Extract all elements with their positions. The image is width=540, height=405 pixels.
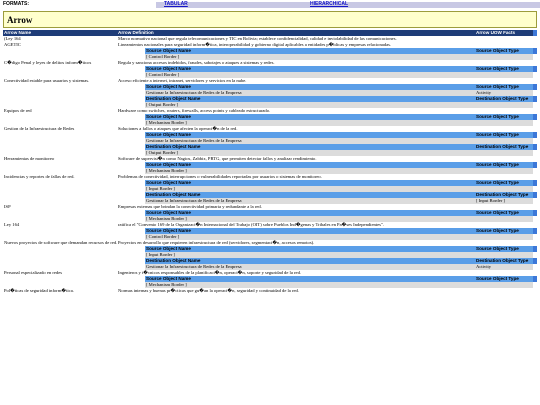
sub-header-name: Source Object Name (145, 132, 475, 138)
arrow-name: Nuevos proyectos de software que demandan recursos de red. (4, 240, 117, 245)
arrow-name: C�digo Penal y leyes de delitos inform�ticos (3, 60, 117, 66)
sub-header-type: Source Object Type (475, 114, 533, 120)
object-name: [ Output Border ] (145, 150, 475, 156)
arrow-name: (Ley 164 (3, 36, 117, 42)
arrow-name: Incidencias y reportes de fallas de red. (3, 174, 117, 180)
sub-header-type: Destination Object Type (475, 96, 533, 102)
sub-header-name: Source Object Name (145, 114, 475, 120)
object-type: Activity (475, 264, 533, 270)
object-name: [ Mechanism Border ] (145, 216, 475, 222)
arrow-uow (475, 288, 533, 294)
arrow-definition: Marco normativo nacional que regula telecomunicaciones y TIC en Bolivia; establece confidencialidad, calidad e inviolabilidad de las comunicaciones. (118, 36, 397, 41)
object-type: Activity (475, 90, 533, 96)
arrow-table (3, 30, 537, 294)
arrow-definition: Regula y sanciona accesos indebidos, fraudes, sabotajes o ataques a sistemas y redes. (118, 60, 275, 65)
object-name: [ Input Border ] (145, 252, 475, 258)
sub-header-type: Destination Object Type (475, 192, 533, 198)
arrow-name: Conectividad estable para usuarios y sistemas. (3, 78, 117, 84)
arrow-definition: Problemas de conectividad, interrupciones o vulnerabilidades reportadas por usuarios o sistemas de monitoreo. (118, 174, 322, 179)
sub-header-type: Source Object Type (475, 246, 533, 252)
arrow-definition: Acceso eficiente a internet, intranet, servidores y servicios en la nube. (118, 78, 247, 83)
arrow-name: Equipos de red (3, 108, 117, 114)
arrow-definition: Lineamientos nacionales para seguridad inform�tica, interoperabilidad y gobierno digital aplicables a entidades p�blicas y empresas relacionadas. (118, 42, 392, 47)
table-row (3, 288, 537, 294)
page-title-box (3, 11, 537, 28)
sub-header-name: Destination Object Name (145, 96, 475, 102)
sub-header-type: Source Object Type (475, 228, 533, 234)
sub-header-type: Source Object Type (475, 180, 533, 186)
arrow-definition: Ingenieros y t�cnicos responsables de la planificaci�n, operaci�n, soporte y seguridad de la red. (118, 270, 302, 275)
sub-header-name: Source Object Name (145, 180, 475, 186)
sub-header-name: Destination Object Name (145, 258, 475, 264)
sub-header-type: Source Object Type (475, 162, 533, 168)
sub-header-name: Destination Object Name (145, 144, 475, 150)
object-name: Gestionar la Infraestructura de Redes de la Empresa (145, 264, 475, 270)
arrow-name: Ley 164 (3, 222, 117, 228)
col-header-uow: Arrow UOW Facts (475, 30, 533, 36)
object-name: Gestionar la Infraestructura de Redes de la Empresa (145, 90, 475, 96)
sub-header-name: Source Object Name (145, 276, 475, 282)
arrow-name: ISP (3, 204, 117, 210)
object-name: [ Mechanism Border ] (145, 120, 475, 126)
sub-header-name: Source Object Name (145, 162, 475, 168)
object-name: [ Control Border ] (145, 234, 475, 240)
sub-header-name: Source Object Name (145, 48, 475, 54)
col-header-name: Arrow Name (3, 30, 117, 36)
arrow-name: Gestion de la Infraestructura de Redes (3, 126, 117, 132)
sub-header-type: Destination Object Type (475, 258, 533, 264)
object-name: Gestionar la Infraestructura de Redes de la Empresa (145, 138, 475, 144)
object-name: [ Input Border ] (145, 186, 475, 192)
arrow-definition: ratifica el "Convenio 169 de la Organizaci�n Internacional del Trabajo (OIT) sobre Pueblos Ind�genas y Tribales en Pa�ses Independientes". (118, 222, 384, 227)
sub-header-name: Source Object Name (145, 210, 475, 216)
arrow-definition: Proyectos en desarrollo que requieren infraestructura de red (servidores, segmentaci�n, accesos remotos). (118, 240, 315, 245)
object-name: Gestionar la Infraestructura de Redes de la Empresa (145, 198, 475, 204)
arrow-definition: Normas internas y buenas pr�cticas que gu�an la operaci�n, seguridad y continuidad de la red. (118, 288, 299, 293)
sub-header-type: Source Object Type (475, 210, 533, 216)
sub-header-type: Source Object Type (475, 66, 533, 72)
object-name: [ Control Border ] (145, 72, 475, 78)
arrow-definition: Soluciones a fallos o ataques que afecten la operaci�n de la red. (118, 126, 238, 131)
arrow-name: Personal especializado en redes (3, 270, 117, 276)
arrow-name: Herramientas de monitoreo (3, 156, 117, 162)
sub-header-type: Source Object Type (475, 84, 533, 90)
object-name: [ Output Border ] (145, 102, 475, 108)
formats-bar (0, 0, 540, 9)
sub-header-name: Source Object Name (145, 66, 475, 72)
sub-header-type: Source Object Type (475, 132, 533, 138)
col-header-definition: Arrow Definition (117, 30, 475, 36)
object-name: [ Mechanism Border ] (145, 168, 475, 174)
arrow-definition: Hardware como switches, routers, firewalls, access points y cableado estructurado. (118, 108, 271, 113)
arrow-definition: Empresas externas que brindan la conectividad primaria y redundante a la red. (118, 204, 262, 209)
sub-header-name: Source Object Name (145, 84, 475, 90)
page-title: Arrow (7, 15, 33, 25)
sub-header-name: Source Object Name (145, 228, 475, 234)
sub-header-type: Source Object Type (475, 48, 533, 54)
object-name: [ Mechanism Border ] (145, 282, 475, 288)
object-name: [ Control Border ] (145, 54, 475, 60)
sub-header-type: Source Object Type (475, 276, 533, 282)
sub-header-name: Source Object Name (145, 246, 475, 252)
sub-header-name: Destination Object Name (145, 192, 475, 198)
arrow-name: Pol�ticas de seguridad inform�tica. (3, 288, 117, 294)
tabular-link[interactable]: TABULAR (164, 1, 188, 7)
formats-label: FORMATS: (3, 1, 30, 7)
row-spacer (533, 288, 537, 294)
sub-header-type: Destination Object Type (475, 144, 533, 150)
object-type: [ Input Border ] (475, 198, 533, 204)
arrow-name: AGETIC (3, 42, 117, 48)
arrow-definition: Software de supervisi�n como Nagios, Zabbix, PRTG, que permiten detectar fallos y analizar rendimiento. (118, 156, 317, 161)
hierarchical-link[interactable]: HIERARCHICAL (310, 1, 349, 7)
